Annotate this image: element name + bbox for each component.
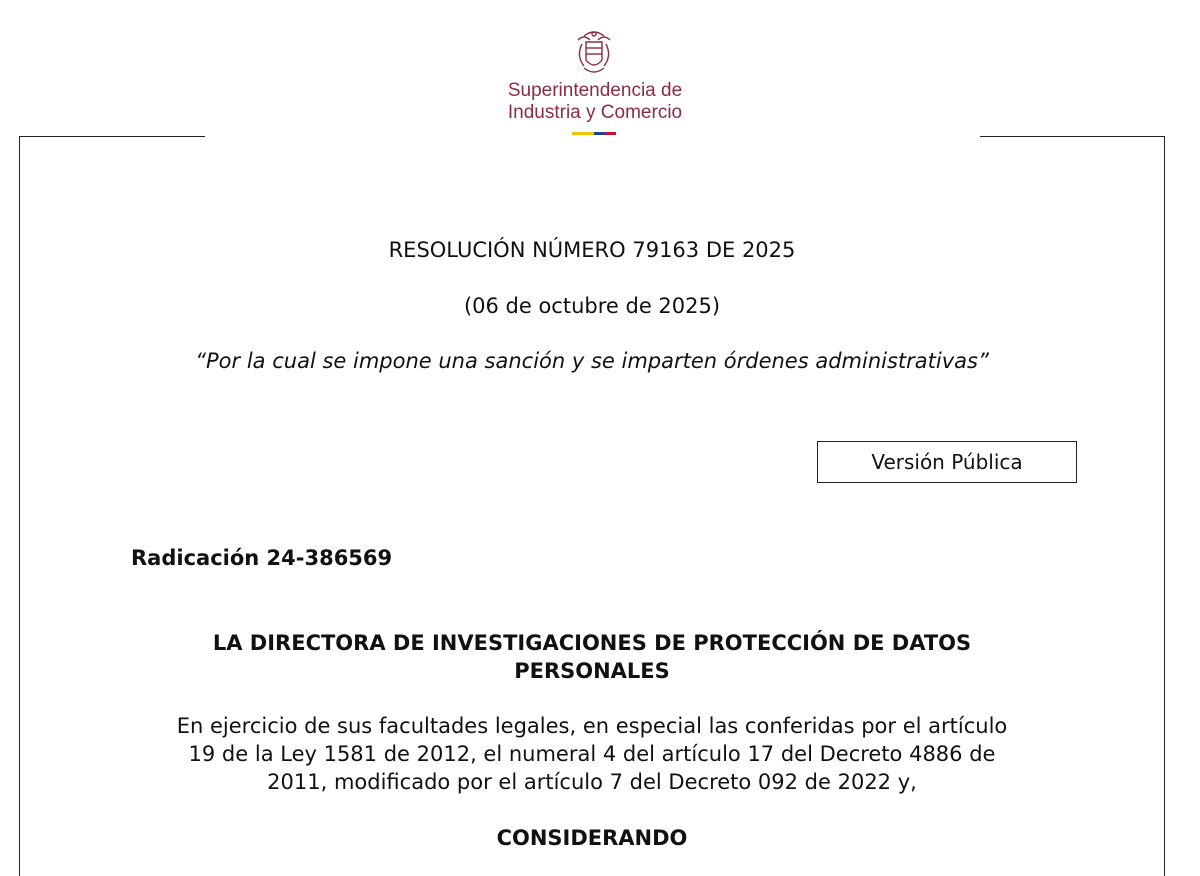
frame-top-right-border <box>980 136 1165 137</box>
resolution-title: RESOLUCIÓN NÚMERO 79163 DE 2025 <box>388 238 796 262</box>
radicacion-number: Radicación 24-386569 <box>131 546 393 570</box>
organization-name <box>470 80 720 124</box>
director-heading-line1: LA DIRECTORA DE INVESTIGACIONES DE PROTECCIÓN DE DATOS <box>212 631 972 655</box>
colombia-flag-bar <box>572 132 616 135</box>
resolution-subject: “Por la cual se impone una sanción y se imparten órdenes administrativas” <box>195 349 989 373</box>
faculties-line2: 19 de la Ley 1581 de 2012, el numeral 4 del artículo 17 del Decreto 4886 de <box>188 742 996 766</box>
flag-red-stripe <box>605 132 616 135</box>
organization-name-line1: Superintendencia de <box>507 80 683 101</box>
flag-yellow-stripe <box>572 132 594 135</box>
flag-blue-stripe <box>594 132 605 135</box>
frame-top-left-border <box>19 136 205 137</box>
considerando-heading: CONSIDERANDO <box>496 826 688 850</box>
document-header <box>0 0 1200 140</box>
organization-name-line2: Industria y Comercio <box>507 102 683 123</box>
resolution-date: (06 de octubre de 2025) <box>463 294 721 318</box>
faculties-line3: 2011, modificado por el artículo 7 del Decreto 092 de 2022 y, <box>267 770 917 794</box>
faculties-line1: En ejercicio de sus facultades legales, en especial las conferidas por el artículo <box>176 714 1008 738</box>
colombia-coat-of-arms-icon <box>570 26 618 78</box>
director-heading <box>20 629 1164 685</box>
faculties-paragraph <box>20 712 1164 796</box>
frame-right-border <box>1164 136 1165 876</box>
version-label-box: Versión Pública <box>817 441 1077 483</box>
director-heading-line2: PERSONALES <box>514 659 670 683</box>
